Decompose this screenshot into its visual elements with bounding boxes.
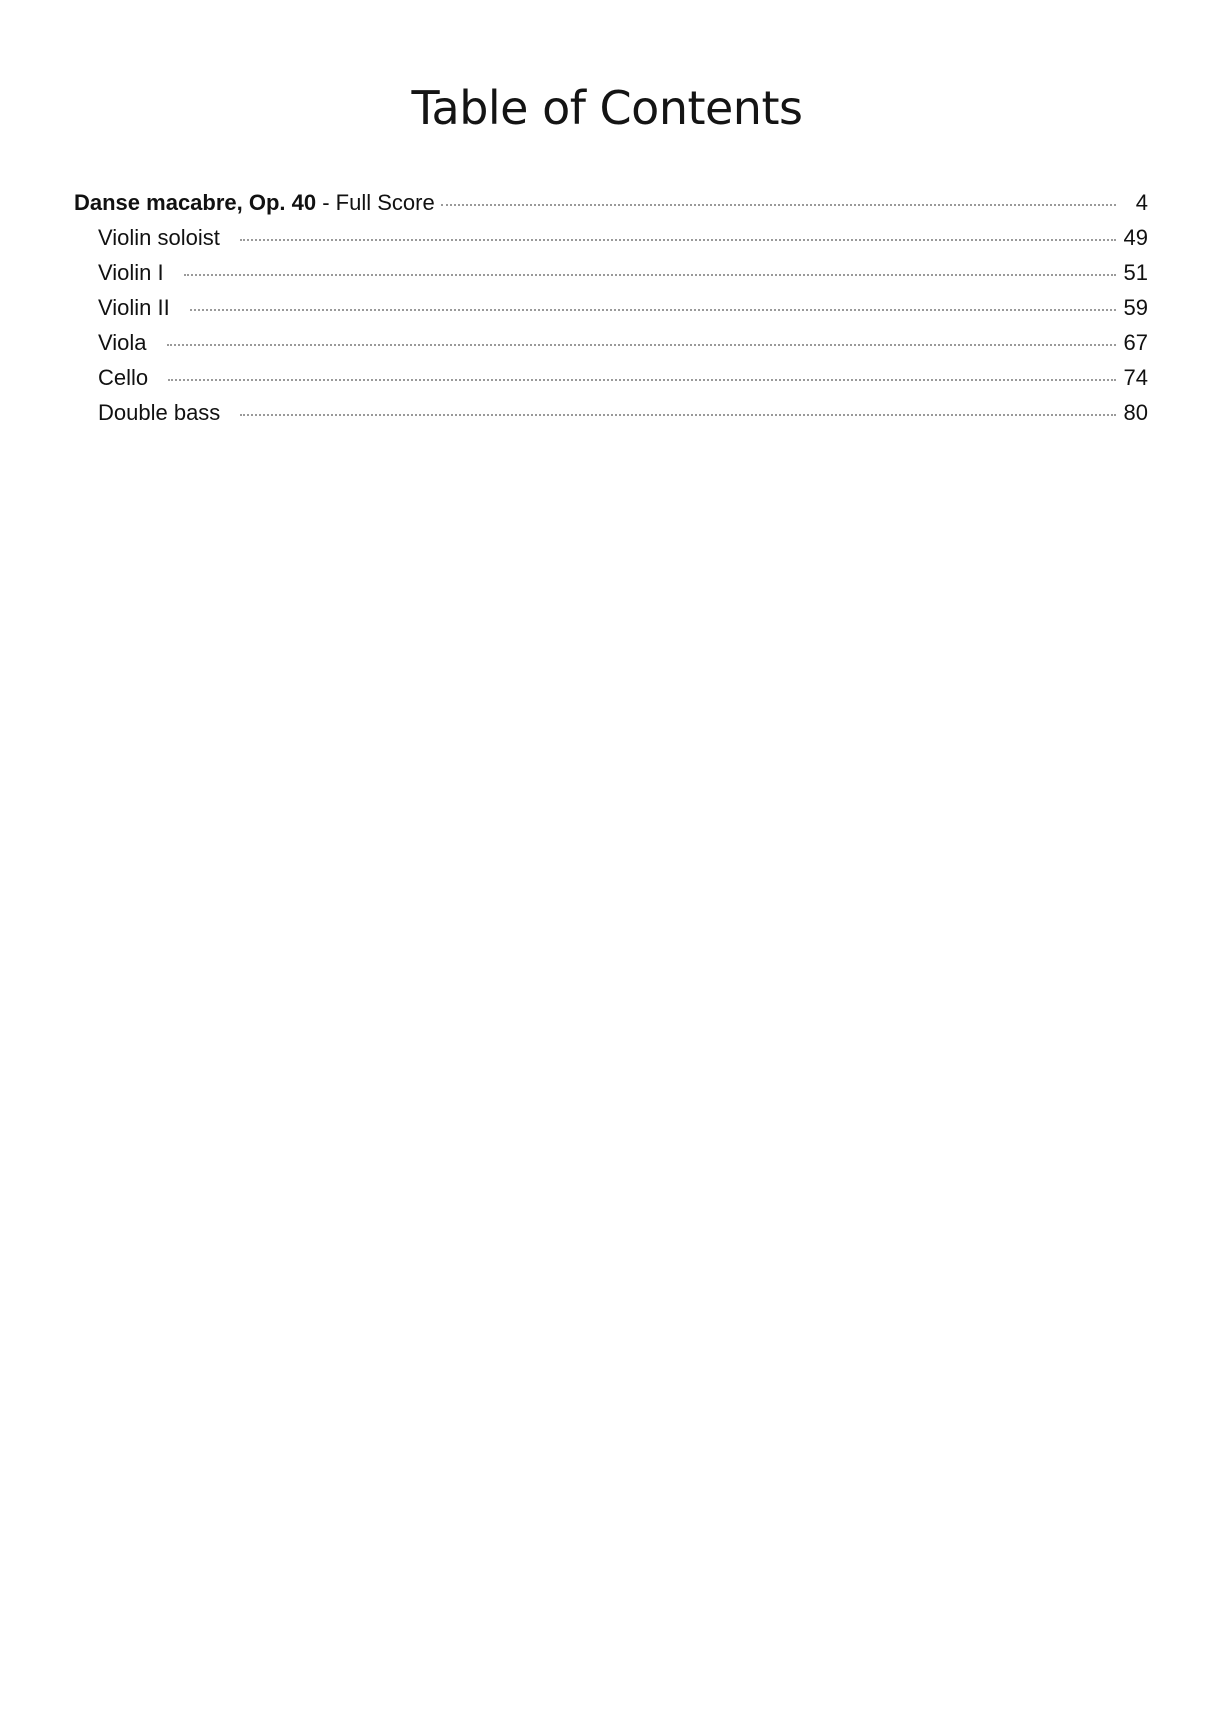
toc-page-number: 51 — [1123, 260, 1148, 285]
work-title: Danse macabre, Op. 40 — [74, 190, 317, 215]
toc-page-number: 4 — [1135, 190, 1148, 215]
toc-page-number: 80 — [1123, 400, 1148, 425]
dot-leader — [240, 239, 1116, 241]
toc-entry-violin-1[interactable] — [74, 255, 1148, 290]
dot-leader — [441, 204, 1116, 206]
dot-leader — [167, 344, 1116, 346]
dot-leader — [240, 414, 1115, 416]
toc-entry-label — [74, 185, 435, 220]
toc-entry-label: Violin I — [98, 260, 164, 285]
toc-list — [74, 185, 1148, 430]
dot-leader — [168, 379, 1115, 381]
dot-leader — [190, 309, 1116, 311]
work-subtitle: - Full Score — [316, 190, 435, 215]
toc-entry-label: Cello — [98, 365, 149, 390]
toc-entry-label: Violin II — [98, 295, 170, 320]
toc-entry-cello[interactable] — [74, 360, 1148, 395]
toc-page-number: 49 — [1123, 225, 1148, 250]
toc-entry-violin-soloist[interactable] — [74, 220, 1148, 255]
toc-page-number: 59 — [1123, 295, 1148, 320]
toc-page-number: 74 — [1123, 365, 1148, 390]
toc-page-number: 67 — [1123, 330, 1148, 355]
dot-leader — [184, 274, 1116, 276]
toc-entry-label: Double bass — [98, 400, 221, 425]
toc-entry-double-bass[interactable] — [74, 395, 1148, 430]
toc-entry-viola[interactable] — [74, 325, 1148, 360]
toc-entry-full-score[interactable] — [74, 185, 1148, 220]
toc-entry-violin-2[interactable] — [74, 290, 1148, 325]
page-title: Table of Contents — [411, 81, 803, 135]
toc-entry-label: Viola — [98, 330, 147, 355]
toc-entry-label: Violin soloist — [98, 225, 220, 250]
